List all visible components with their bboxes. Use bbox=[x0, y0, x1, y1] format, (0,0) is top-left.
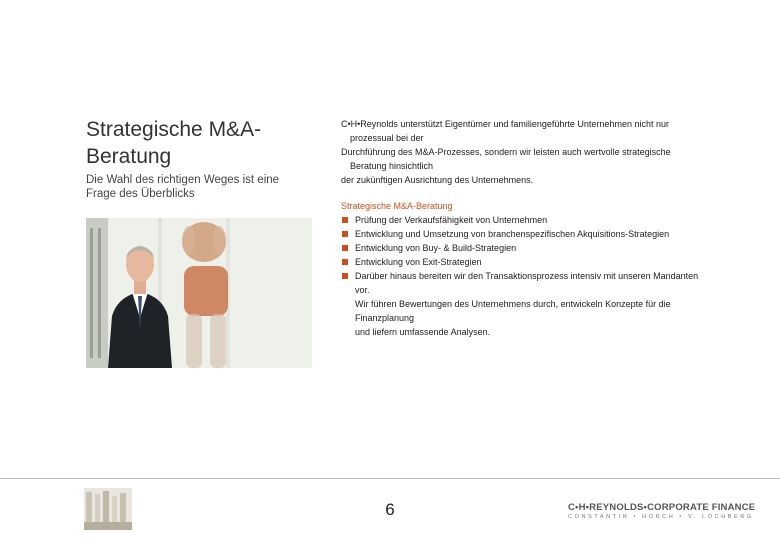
list-item-text: Entwicklung von Exit-Strategien bbox=[355, 257, 482, 267]
services-list bbox=[341, 213, 741, 269]
list-item bbox=[341, 269, 741, 339]
extra-line: vor. bbox=[355, 285, 370, 295]
page-title: Strategische M&A-Beratung bbox=[86, 118, 262, 168]
additional-list bbox=[341, 269, 741, 339]
footer-divider bbox=[0, 478, 780, 479]
extra-line: Wir führen Bewertungen des Unternehmens durch, entwickeln Konzepte für die bbox=[355, 299, 671, 309]
company-logo bbox=[568, 502, 756, 520]
extra-line: Finanzplanung bbox=[355, 313, 415, 323]
intro-line: der zukünftigen Ausrichtung des Unternehmens. bbox=[341, 175, 534, 185]
page-subtitle: Die Wahl des richtigen Weges ist eine Frage des Überblicks bbox=[86, 174, 280, 200]
logo-partners: CONSTANTIN • HORCH • V. LÖCHBERG bbox=[568, 514, 754, 520]
list-item bbox=[341, 213, 741, 227]
list-item bbox=[341, 227, 741, 241]
building-thumbnail bbox=[84, 488, 132, 530]
intro-line: Durchführung des M&A-Prozesses, sondern wir leisten auch wertvolle strategische bbox=[341, 147, 671, 157]
square-bullet-icon bbox=[342, 273, 348, 279]
services-section bbox=[341, 199, 741, 269]
consultant-photo bbox=[86, 218, 312, 368]
extra-line: und liefern umfassende Analysen. bbox=[355, 327, 491, 337]
square-bullet-icon bbox=[342, 217, 348, 223]
list-item-text: Entwicklung von Buy- & Build-Strategien bbox=[355, 243, 517, 253]
list-item bbox=[341, 255, 741, 269]
square-bullet-icon bbox=[342, 231, 348, 237]
list-item bbox=[341, 241, 741, 255]
logo-wordmark: C•H•REYNOLDS•CORPORATE FINANCE bbox=[568, 502, 756, 513]
extra-line: Darüber hinaus bereiten wir den Transaktionsprozess intensiv mit unseren Mandanten bbox=[355, 271, 699, 281]
section-heading: Strategische M&A-Beratung bbox=[341, 201, 453, 211]
content-column bbox=[341, 117, 741, 339]
list-item-text: Prüfung der Verkaufsfähigkeit von Unternehmen bbox=[355, 215, 548, 225]
square-bullet-icon bbox=[342, 259, 348, 265]
intro-line: C•H•Reynolds unterstützt Eigentümer und familiengeführte Unternehmen nicht nur bbox=[341, 119, 669, 129]
page-number: 6 bbox=[385, 500, 395, 519]
square-bullet-icon bbox=[342, 245, 348, 251]
intro-line: prozessual bei der bbox=[350, 133, 424, 143]
intro-line: Beratung hinsichtlich bbox=[350, 161, 434, 171]
list-item-text: Entwicklung und Umsetzung von branchenspezifischen Akquisitions-Strategien bbox=[355, 229, 670, 239]
